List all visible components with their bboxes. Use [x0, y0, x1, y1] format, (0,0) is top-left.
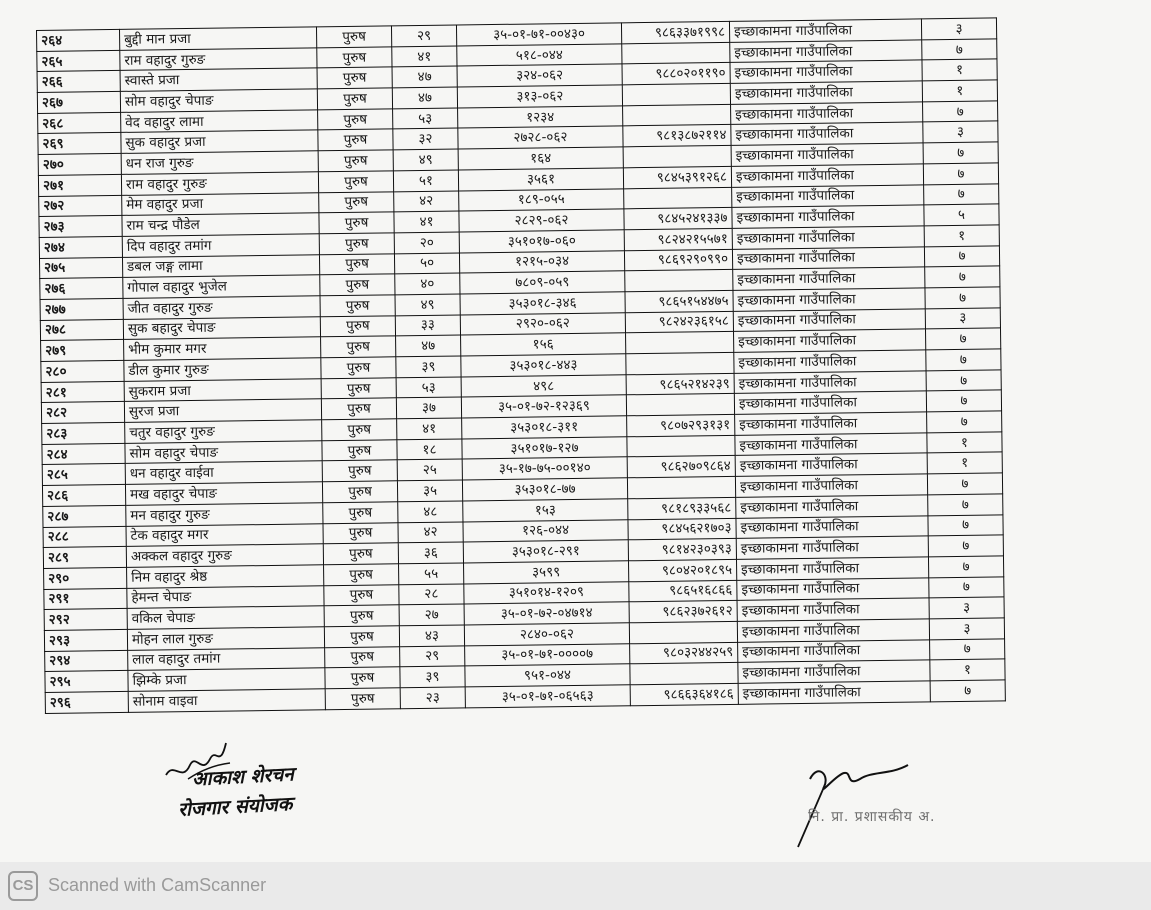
municipality-cell: इच्छाकामना गाउँपालिका — [732, 184, 924, 207]
municipality-cell: इच्छाकामना गाउँपालिका — [735, 412, 927, 435]
gender-cell: पुरुष — [318, 171, 393, 193]
age-cell: ४७ — [396, 335, 461, 357]
ward-cell: १ — [922, 80, 997, 102]
phone-cell: ९८६२३७२६१२ — [629, 601, 737, 623]
phone-cell: ९८०७२९३१३१ — [627, 414, 735, 436]
gender-cell: पुरुष — [321, 336, 396, 358]
phone-cell: ९८२४२१५५७१ — [624, 228, 732, 250]
ward-cell: १ — [924, 225, 999, 247]
citizenship-id-cell: २९२०-०६२ — [460, 312, 625, 335]
name-cell: बुद्दी मान प्रजा — [119, 27, 316, 50]
phone-cell — [629, 621, 737, 643]
citizenship-id-cell: १२१५-०३४ — [459, 250, 624, 273]
serial-number-cell: २६७ — [37, 91, 120, 113]
age-cell: ४२ — [394, 190, 459, 212]
name-cell: सुक वहादुर प्रजा — [121, 130, 318, 153]
name-cell: हेमन्त चेपाङ — [127, 585, 324, 608]
name-cell: सोम वहादुर चेपाङ — [125, 441, 322, 464]
phone-cell — [627, 435, 735, 457]
phone-cell — [622, 83, 730, 105]
citizenship-id-cell: ३५-०१-७२-०४७१४ — [464, 602, 629, 625]
citizenship-id-cell: ३५१०१७-१२७ — [462, 437, 627, 460]
serial-number-cell: २७७ — [40, 298, 123, 320]
table-body — [37, 18, 1006, 713]
gender-cell: पुरुष — [323, 522, 398, 544]
serial-number-cell: २८६ — [42, 484, 125, 506]
ward-cell: १ — [922, 59, 997, 81]
serial-number-cell: २८४ — [42, 443, 125, 465]
serial-number-cell: २८८ — [43, 526, 126, 548]
serial-number-cell: २९३ — [44, 629, 127, 651]
age-cell: ४३ — [399, 625, 464, 647]
ward-cell: ७ — [929, 576, 1004, 598]
phone-cell — [622, 42, 730, 64]
gender-cell: पुरुष — [322, 440, 397, 462]
serial-number-cell: २८२ — [41, 402, 124, 424]
age-cell: १८ — [397, 439, 462, 461]
municipality-cell: इच्छाकामना गाउँपालिका — [731, 164, 923, 187]
name-cell: राम वहादुर गुरुङ — [121, 172, 318, 195]
beneficiary-table-sheet — [36, 17, 1005, 713]
phone-cell: ९८६५२१४२३९ — [626, 373, 734, 395]
ward-cell: ७ — [926, 349, 1001, 371]
citizenship-id-cell: ३२४-०६२ — [457, 64, 622, 87]
ward-cell: ७ — [923, 163, 998, 185]
phone-cell: ९८६९२९०९९० — [624, 249, 732, 271]
citizenship-id-cell: ९५१-०४४ — [465, 664, 630, 687]
scanner-watermark-bar — [0, 862, 1151, 910]
serial-number-cell: २८१ — [41, 381, 124, 403]
gender-cell: पुरुष — [319, 253, 394, 275]
municipality-cell: इच्छाकामना गाउँपालिका — [732, 226, 924, 249]
municipality-cell: इच्छाकामना गाउँपालिका — [737, 598, 929, 621]
municipality-cell: इच्छाकामना गाउँपालिका — [734, 350, 926, 373]
name-cell: मख वहादुर चेपाङ — [125, 482, 322, 505]
serial-number-cell: २७१ — [38, 174, 121, 196]
ward-cell: ३ — [929, 597, 1004, 619]
gender-cell: पुरुष — [319, 212, 394, 234]
name-cell: मन वहादुर गुरुङ — [126, 503, 323, 526]
ward-cell: १ — [927, 452, 1002, 474]
age-cell: ३३ — [395, 315, 460, 337]
serial-number-cell: २७० — [38, 154, 121, 176]
name-cell: भीम कुमार मगर — [124, 337, 321, 360]
citizenship-id-cell: ३५-०१-७१-०६५६३ — [465, 685, 630, 708]
age-cell: २० — [394, 232, 459, 254]
serial-number-cell: २९१ — [44, 588, 127, 610]
phone-cell — [626, 332, 734, 354]
municipality-cell: इच्छाकामना गाउँपालिका — [730, 60, 922, 83]
name-cell: सुकराम प्रजा — [124, 378, 321, 401]
name-cell: धन वहादुर वाईवा — [125, 461, 322, 484]
municipality-cell: इच्छाकामना गाउँपालिका — [736, 557, 928, 580]
name-cell: डील कुमार गुरुङ — [124, 358, 321, 381]
citizenship-id-cell: ३५-१७-७५-००१४० — [462, 457, 627, 480]
citizenship-id-cell: ३५-०१-७१-००४३० — [456, 23, 621, 46]
name-cell: धन राज गुरुङ — [121, 151, 318, 174]
citizenship-id-cell: १६४ — [458, 147, 623, 170]
age-cell: २८ — [399, 584, 464, 606]
ward-cell: ७ — [926, 390, 1001, 412]
gender-cell: पुरुष — [321, 357, 396, 379]
officer-signature-block — [780, 755, 1040, 855]
gender-cell: पुरुष — [324, 605, 399, 627]
citizenship-id-cell: ३५६१ — [458, 168, 623, 191]
gender-cell: पुरुष — [318, 129, 393, 151]
serial-number-cell: २७५ — [39, 257, 122, 279]
name-cell: सुक बहादुर चेपाङ — [123, 316, 320, 339]
municipality-cell: इच्छाकामना गाउँपालिका — [735, 474, 927, 497]
citizenship-id-cell: ३५३०१८-७७ — [462, 478, 627, 501]
citizenship-id-cell: १२६-०४४ — [463, 519, 628, 542]
municipality-cell: इच्छाकामना गाउँपालिका — [732, 205, 924, 228]
ward-cell: ७ — [927, 411, 1002, 433]
phone-cell — [626, 394, 734, 416]
age-cell: ५१ — [393, 170, 458, 192]
citizenship-id-cell: ३१३-०६२ — [457, 85, 622, 108]
gender-cell: पुरुष — [321, 398, 396, 420]
phone-cell: ९८२४२३६१५८ — [625, 311, 733, 333]
ward-cell: ७ — [926, 370, 1001, 392]
municipality-cell: इच्छाकामना गाउँपालिका — [730, 81, 922, 104]
gender-cell: पुरुष — [322, 460, 397, 482]
phone-cell: ९८६५१५४४७५ — [625, 290, 733, 312]
municipality-cell: इच्छाकामना गाउँपालिका — [731, 102, 923, 125]
citizenship-id-cell: ३५९९ — [464, 561, 629, 584]
age-cell: ५३ — [396, 377, 461, 399]
citizenship-id-cell: ३५३०१८-४४३ — [461, 354, 626, 377]
serial-number-cell: २९२ — [44, 609, 127, 631]
beneficiary-table — [36, 17, 1006, 713]
citizenship-id-cell: २८२९-०६२ — [459, 209, 624, 232]
gender-cell: पुरुष — [318, 109, 393, 131]
age-cell: ५० — [394, 253, 459, 275]
name-cell: मेम वहादुर प्रजा — [122, 192, 319, 215]
serial-number-cell: २६५ — [37, 50, 120, 72]
serial-number-cell: २८९ — [43, 547, 126, 569]
municipality-cell: इच्छाकामना गाउँपालिका — [733, 309, 925, 332]
serial-number-cell: २९० — [44, 567, 127, 589]
serial-number-cell: २९४ — [45, 650, 128, 672]
serial-number-cell: २९५ — [45, 671, 128, 693]
phone-cell: ९८१८९३३५६८ — [628, 497, 736, 519]
age-cell: ३५ — [397, 480, 462, 502]
phone-cell: ९८१३८७२११४ — [623, 125, 731, 147]
gender-cell: पुरुष — [320, 295, 395, 317]
signatory-title: रोजगार संयोजक — [177, 793, 293, 821]
ward-cell: ७ — [923, 142, 998, 164]
phone-cell: ९८६३३७१९९८ — [621, 21, 729, 43]
ward-cell: ५ — [924, 204, 999, 226]
phone-cell: ९८४५६२१७०३ — [628, 518, 736, 540]
age-cell: २३ — [400, 687, 465, 709]
gender-cell: पुरुष — [323, 543, 398, 565]
ward-cell: ७ — [928, 494, 1003, 516]
age-cell: ३६ — [398, 542, 463, 564]
ward-cell: ३ — [923, 121, 998, 143]
officer-handwritten-signature — [780, 755, 940, 855]
phone-cell — [625, 270, 733, 292]
serial-number-cell: २८७ — [43, 505, 126, 527]
municipality-cell: इच्छाकामना गाउँपालिका — [736, 495, 928, 518]
gender-cell: पुरुष — [317, 47, 392, 69]
serial-number-cell: २६४ — [37, 29, 120, 51]
serial-number-cell: २७८ — [40, 319, 123, 341]
municipality-cell: इच्छाकामना गाउँपालिका — [732, 246, 924, 269]
gender-cell: पुरुष — [316, 26, 391, 48]
phone-cell — [626, 352, 734, 374]
name-cell: वकिल चेपाङ — [127, 606, 324, 629]
name-cell: दिप वहादुर तमांग — [122, 234, 319, 257]
municipality-cell: इच्छाकामना गाउँपालिका — [734, 371, 926, 394]
serial-number-cell: २८३ — [42, 422, 125, 444]
name-cell: सोम वहादुर चेपाङ — [120, 89, 317, 112]
municipality-cell: इच्छाकामना गाउँपालिका — [738, 660, 930, 683]
gender-cell: पुरुष — [324, 564, 399, 586]
name-cell: स्वास्ते प्रजा — [120, 68, 317, 91]
serial-number-cell: २७२ — [39, 195, 122, 217]
name-cell: डबल जङ्ग लामा — [122, 254, 319, 277]
name-cell: चतुर वहादुर गुरुङ — [125, 420, 322, 443]
citizenship-id-cell: ३५१०१७-०६० — [459, 230, 624, 253]
phone-cell: ९८०४२०१८९५ — [628, 559, 736, 581]
municipality-cell: इच्छाकामना गाउँपालिका — [729, 19, 921, 42]
ward-cell: ७ — [930, 680, 1005, 702]
name-cell: सुरज प्रजा — [124, 399, 321, 422]
citizenship-id-cell: १५६ — [461, 333, 626, 356]
name-cell: राम वहादुर गुरुङ — [120, 48, 317, 71]
phone-cell: ९८४५३९१२६८ — [623, 166, 731, 188]
ward-cell: ७ — [925, 266, 1000, 288]
ward-cell: ७ — [922, 39, 997, 61]
municipality-cell: इच्छाकामना गाउँपालिका — [736, 536, 928, 559]
phone-cell — [630, 663, 738, 685]
phone-cell: ९८६५१६८६६ — [629, 580, 737, 602]
name-cell: सोनाम वाइवा — [128, 689, 325, 712]
citizenship-id-cell: ५१८-०४४ — [457, 44, 622, 67]
ward-cell: ७ — [924, 183, 999, 205]
gender-cell: पुरुष — [324, 626, 399, 648]
citizenship-id-cell: ३५३०१८-२९१ — [463, 540, 628, 563]
serial-number-cell: २७३ — [39, 216, 122, 238]
citizenship-id-cell: ७८०९-०५९ — [460, 271, 625, 294]
serial-number-cell: २६९ — [38, 133, 121, 155]
citizenship-id-cell: ३५१०१४-१२०९ — [464, 581, 629, 604]
age-cell: ४२ — [398, 521, 463, 543]
age-cell: २९ — [400, 646, 465, 668]
name-cell: राम चन्द्र पौडेल — [122, 213, 319, 236]
citizenship-id-cell: १२३४ — [458, 106, 623, 129]
citizenship-id-cell: २८४०-०६२ — [464, 623, 629, 646]
age-cell: ४७ — [392, 87, 457, 109]
ward-cell: ७ — [928, 556, 1003, 578]
age-cell: ४१ — [392, 46, 457, 68]
citizenship-id-cell: २७२८-०६२ — [458, 126, 623, 149]
gender-cell: पुरुष — [322, 419, 397, 441]
citizenship-id-cell: ३५-०१-७२-१२३६९ — [461, 395, 626, 418]
ward-cell: ३ — [929, 618, 1004, 640]
citizenship-id-cell: ३५-०१-७१-००००७ — [465, 643, 630, 666]
municipality-cell: इच्छाकामना गाउँपालिका — [737, 577, 929, 600]
gender-cell: पुरुष — [318, 150, 393, 172]
municipality-cell: इच्छाकामना गाउँपालिका — [738, 639, 930, 662]
camscanner-logo-icon: CS — [8, 871, 38, 901]
phone-cell: ९८६२७०९८६४ — [627, 456, 735, 478]
signatory-name: आकाश शेरचन — [191, 763, 295, 791]
name-cell: अक्कल वहादुर गुरुङ — [126, 544, 323, 567]
municipality-cell: इच्छाकामना गाउँपालिका — [730, 40, 922, 63]
municipality-cell: इच्छाकामना गाउँपालिका — [737, 619, 929, 642]
ward-cell: ७ — [928, 535, 1003, 557]
phone-cell — [627, 477, 735, 499]
gender-cell: पुरुष — [317, 67, 392, 89]
gender-cell: पुरुष — [322, 481, 397, 503]
ward-cell: ७ — [927, 473, 1002, 495]
phone-cell: ९८६६३६४१८६ — [630, 683, 738, 705]
age-cell: ५३ — [393, 108, 458, 130]
age-cell: २५ — [397, 459, 462, 481]
name-cell: निम वहादुर श्रेष्ठ — [127, 565, 324, 588]
employment-coordinator-signature-block — [160, 745, 380, 835]
age-cell: ४९ — [395, 294, 460, 316]
ward-cell: ७ — [924, 245, 999, 267]
phone-cell — [624, 187, 732, 209]
phone-cell: ९८१४२३०३९३ — [628, 539, 736, 561]
municipality-cell: इच्छाकामना गाउँपालिका — [731, 143, 923, 166]
municipality-cell: इच्छाकामना गाउँपालिका — [735, 433, 927, 456]
age-cell: ४८ — [398, 501, 463, 523]
gender-cell: पुरुष — [320, 274, 395, 296]
name-cell: टेक वहादुर मगर — [126, 523, 323, 546]
serial-number-cell: २७४ — [39, 236, 122, 258]
age-cell: २७ — [399, 604, 464, 626]
gender-cell: पुरुष — [321, 378, 396, 400]
citizenship-id-cell: १५३ — [463, 499, 628, 522]
age-cell: ४१ — [397, 418, 462, 440]
citizenship-id-cell: ४९८ — [461, 374, 626, 397]
gender-cell: पुरुष — [323, 502, 398, 524]
municipality-cell: इच्छाकामना गाउँपालिका — [733, 267, 925, 290]
serial-number-cell: २६६ — [37, 71, 120, 93]
ward-cell: ७ — [925, 287, 1000, 309]
ward-cell: १ — [930, 659, 1005, 681]
serial-number-cell: २९६ — [45, 691, 128, 713]
ward-cell: ७ — [928, 514, 1003, 536]
age-cell: ३९ — [400, 666, 465, 688]
ward-cell: १ — [927, 432, 1002, 454]
age-cell: २९ — [391, 25, 456, 47]
age-cell: ४१ — [394, 211, 459, 233]
name-cell: लाल वहादुर तमांग — [128, 647, 325, 670]
serial-number-cell: २७६ — [40, 278, 123, 300]
gender-cell: पुरुष — [325, 688, 400, 710]
gender-cell: पुरुष — [324, 584, 399, 606]
age-cell: ५५ — [399, 563, 464, 585]
gender-cell: पुरुष — [319, 191, 394, 213]
serial-number-cell: २६८ — [38, 112, 121, 134]
ward-cell: ७ — [930, 638, 1005, 660]
name-cell: मोहन लाल गुरुङ — [127, 627, 324, 650]
municipality-cell: इच्छाकामना गाउँपालिका — [731, 122, 923, 145]
ward-cell: ७ — [923, 101, 998, 123]
municipality-cell: इच्छाकामना गाउँपालिका — [735, 453, 927, 476]
phone-cell — [623, 104, 731, 126]
age-cell: ३७ — [396, 397, 461, 419]
municipality-cell: इच्छाकामना गाउँपालिका — [733, 288, 925, 311]
gender-cell: पुरुष — [325, 667, 400, 689]
serial-number-cell: २८० — [41, 360, 124, 382]
serial-number-cell: २७९ — [41, 340, 124, 362]
name-cell: गोपाल वहादुर भुजेल — [123, 275, 320, 298]
phone-cell: ९८८०२०११९० — [622, 63, 730, 85]
age-cell: ४७ — [392, 66, 457, 88]
municipality-cell: इच्छाकामना गाउँपालिका — [736, 515, 928, 538]
age-cell: ४९ — [393, 149, 458, 171]
camscanner-watermark-text: Scanned with CamScanner — [48, 875, 267, 895]
phone-cell: ९८४५२४१३३७ — [624, 208, 732, 230]
municipality-cell: इच्छाकामना गाउँपालिका — [738, 681, 930, 704]
age-cell: ३९ — [396, 356, 461, 378]
phone-cell: ९८०३२४४२५९ — [630, 642, 738, 664]
citizenship-id-cell: १८९-०५५ — [459, 188, 624, 211]
official-stamp-text: नि. प्रा. प्रशासकीय अ. — [808, 809, 936, 825]
ward-cell: ३ — [921, 18, 996, 40]
ward-cell: ७ — [925, 328, 1000, 350]
citizenship-id-cell: ३५३०१८-३११ — [462, 416, 627, 439]
municipality-cell: इच्छाकामना गाउँपालिका — [734, 391, 926, 414]
municipality-cell: इच्छाकामना गाउँपालिका — [734, 329, 926, 352]
name-cell: झिम्के प्रजा — [128, 668, 325, 691]
phone-cell — [623, 146, 731, 168]
gender-cell: पुरुष — [325, 646, 400, 668]
gender-cell: पुरुष — [320, 315, 395, 337]
age-cell: ३२ — [393, 128, 458, 150]
age-cell: ४० — [395, 273, 460, 295]
serial-number-cell: २८५ — [42, 464, 125, 486]
name-cell: वेद वहादुर लामा — [121, 110, 318, 133]
name-cell: जीत वहादुर गुरुङ — [123, 296, 320, 319]
gender-cell: पुरुष — [319, 233, 394, 255]
ward-cell: ३ — [925, 308, 1000, 330]
citizenship-id-cell: ३५३०१८-३४६ — [460, 292, 625, 315]
gender-cell: पुरुष — [317, 88, 392, 110]
